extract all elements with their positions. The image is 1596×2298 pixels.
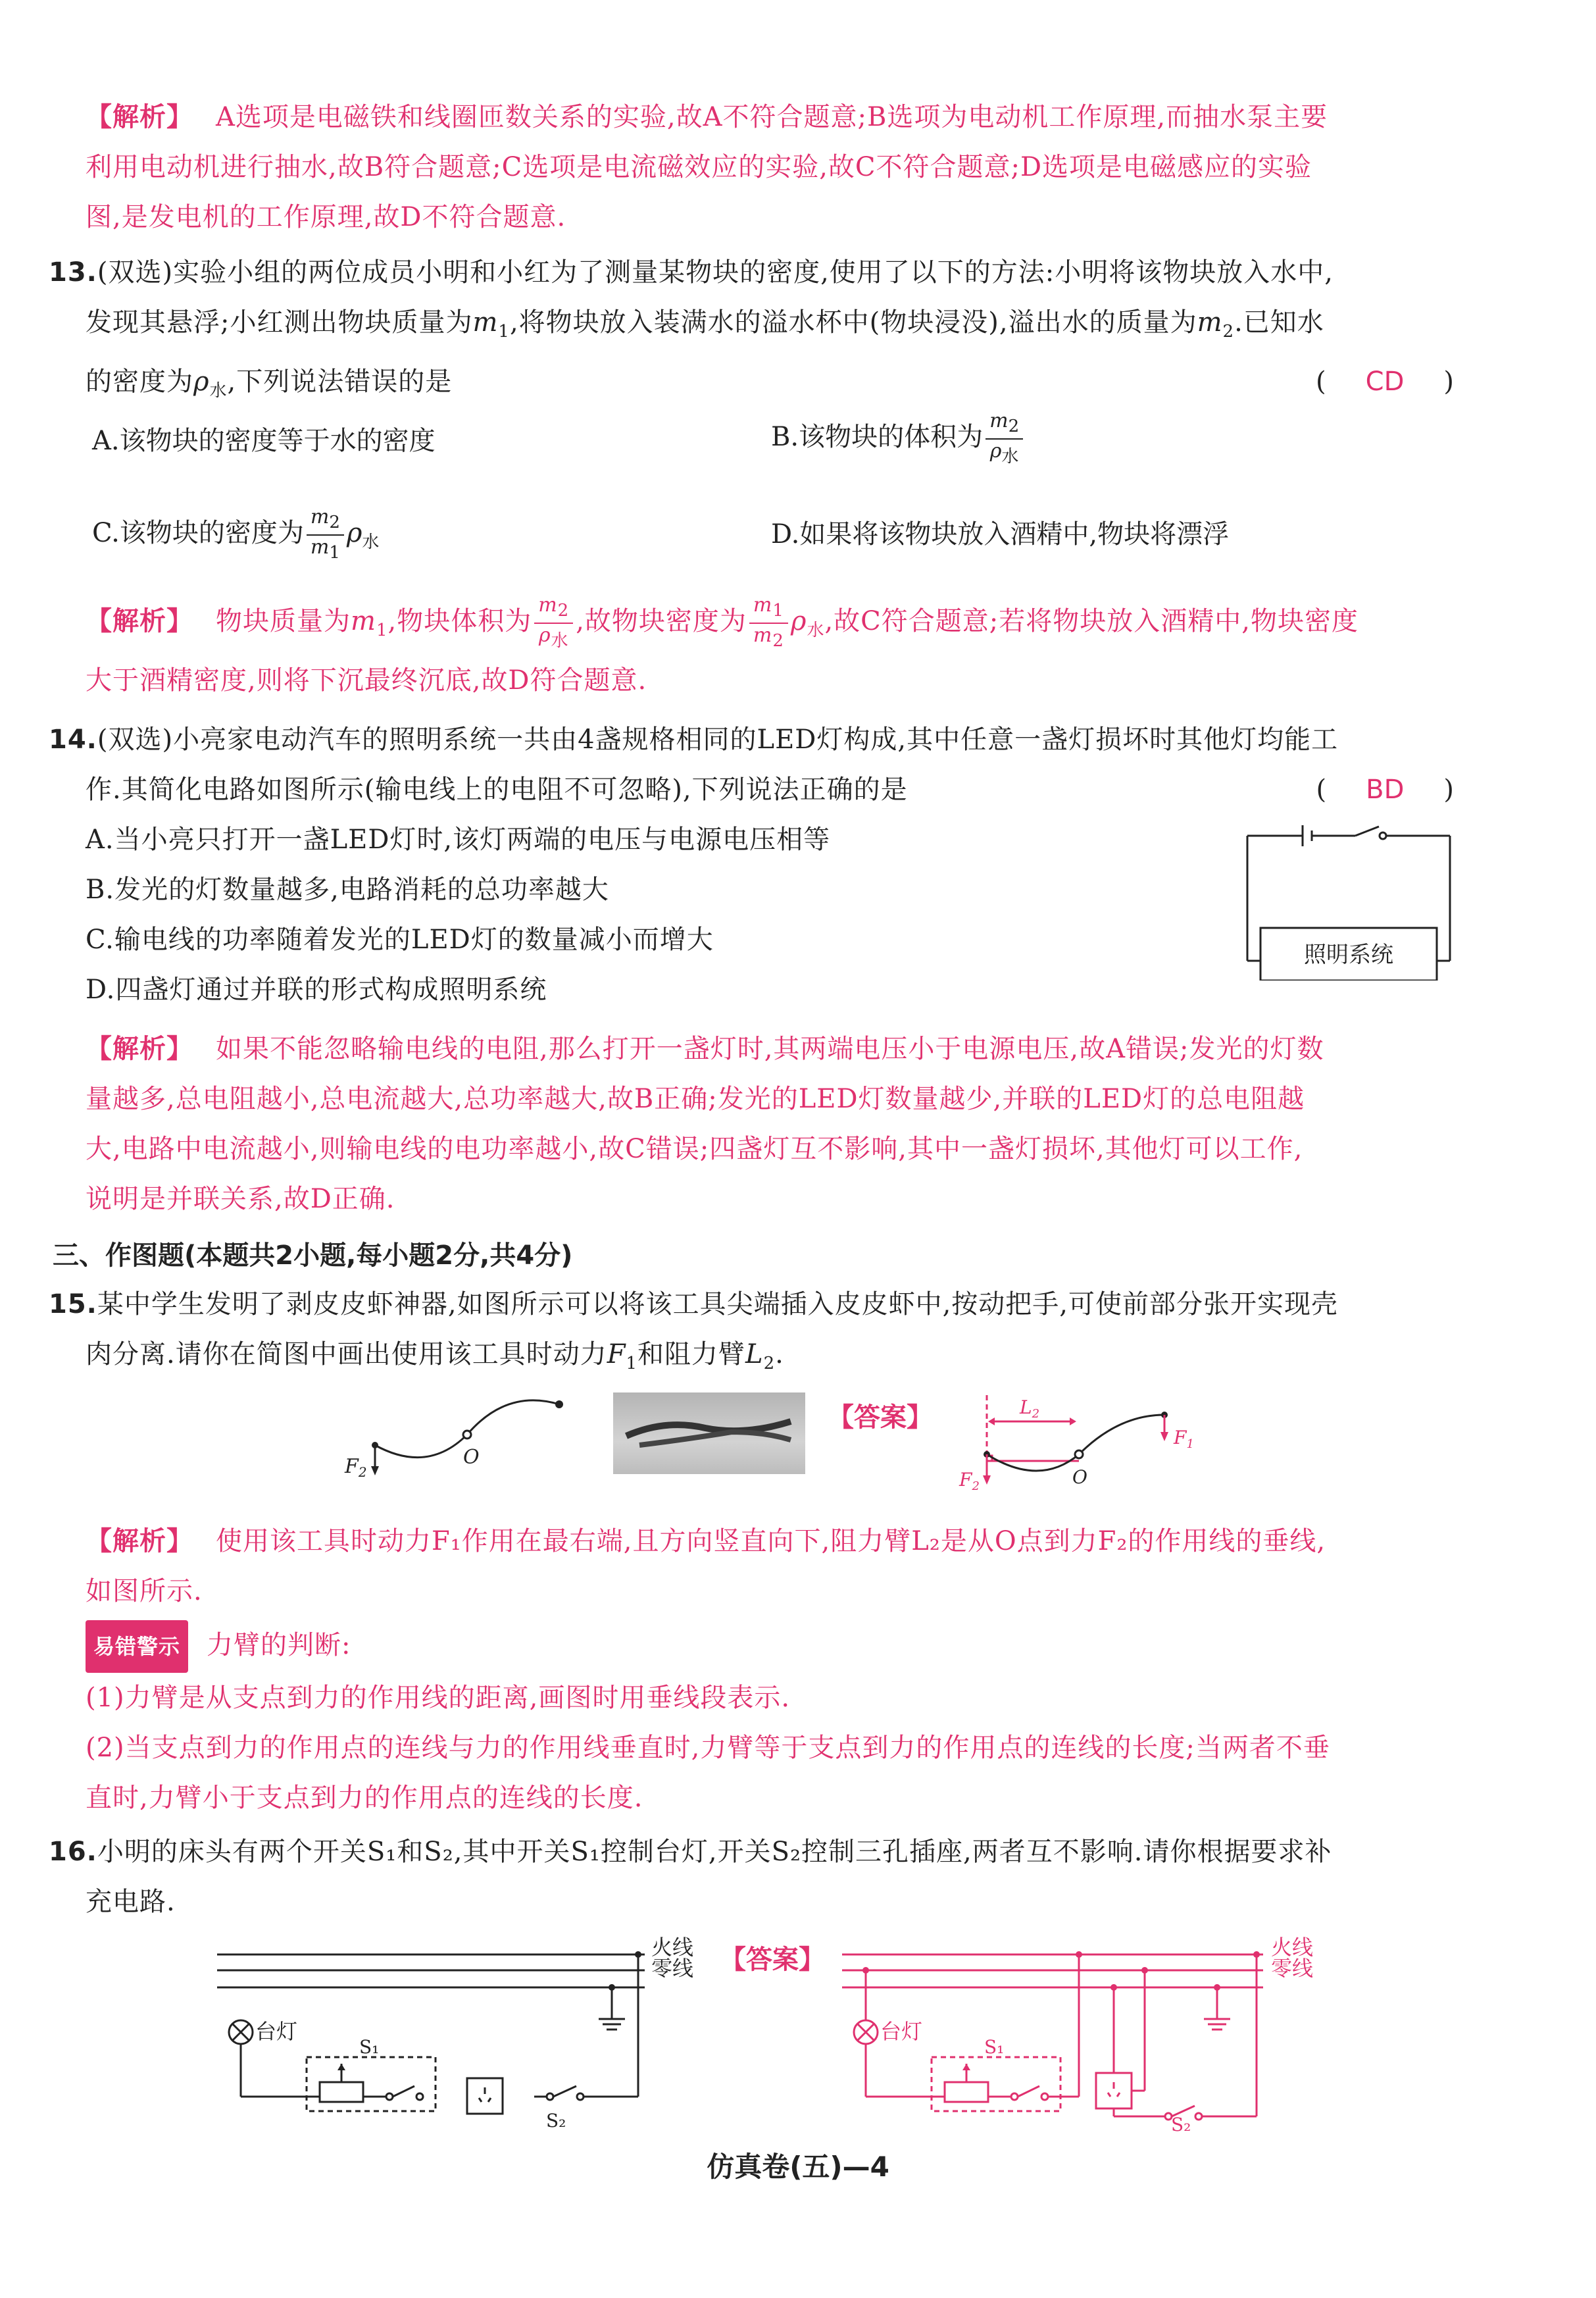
question-number: 14. [49,725,97,755]
answer-tag: 【答案】 [720,1945,825,1975]
svg-text:台灯: 台灯 [255,2019,298,2044]
option-c: C.该物块的密度为 $\frac{m2}{m1}$ $\rho_水$ [92,505,379,565]
q14-circuit-diagram [1237,823,1460,981]
question-number: 15. [49,1289,97,1319]
svg-text:火线: 火线 [1271,1935,1314,1960]
question-text: 肉分离.请你在简图中画出使用该工具时动力$F_1$和阻力臂$L_2$. [86,1339,784,1373]
svg-text:F1: $F_1$ [1174,1427,1194,1451]
svg-text:O: O [1072,1466,1087,1488]
question-text: (双选)实验小组的两位成员小明和小红为了测量某物块的密度,使用了以下的方法:小明将该物块放入水中, [97,257,1334,288]
question-text: 的密度为$\rho_水$,下列说法错误的是 [86,367,453,401]
svg-text:S₁: S₁ [359,2036,380,2058]
question-number: 16. [49,1837,97,1867]
answer-box: ( BD ) [1316,775,1454,805]
warning-text: (2)当支点到力的作用点的连线与力的作用线垂直时,力臂等于支点到力的作用点的连线的长度;当两者不垂 [86,1733,1330,1763]
svg-text:F2: $F_2$ [959,1469,980,1493]
question-15: 15.某中学生发明了剥皮皮虾神器,如图所示可以将该工具尖端插入皮皮虾中,按动把手,可使前部分张开实现壳 肉分离.请你在简图中画出使用该工具时动力$F_1$和阻力臂$L_2$. [86,1279,1454,1389]
analysis-tag: 【解析】 [86,1526,193,1556]
analysis-tag: 【解析】 [86,1034,193,1064]
answer-value: CD [1365,367,1405,397]
warning-text: 直时,力臂小于支点到力的作用点的连线的长度. [86,1783,643,1813]
question-text: 作.其简化电路如图所示(输电线上的电阻不可忽略),下列说法正确的是 [86,775,908,805]
question-13 [49,247,1454,416]
svg-text:S₂: S₂ [546,2110,566,2132]
analysis-text: 量越多,总电阻越小,总电流越大,总功率越大,故B正确;发光的LED灯数量越少,并联的LED灯的总电阻越 [86,1084,1305,1114]
question-14: 14.(双选)小亮家电动汽车的照明系统一共由4盏规格相同的LED灯构成,其中任意一盏灯损坏时其他灯均能工 作.其简化电路如图所示(输电线上的电阻不可忽略),下列说法正确的是 ( BD ) A.当小亮只打开一盏LED灯时,该灯两端的电压与电源电压相等 B.发光的灯数量越多,电路消耗的总功率越大 C.输电线的功率随着发光的LED灯的数量减小而增大 D.四盏灯通过并联的形式构成照明系统 [86,715,1454,1015]
circuit-label: 照明系统 [1304,942,1393,968]
q16-circuit-answer [835,1935,1335,2132]
page-footer: 仿真卷(五)—4 [707,2151,889,2183]
svg-text:台灯: 台灯 [880,2019,923,2044]
q15-analysis: 【解析】 使用该工具时动力F₁作用在最右端,且方向竖直向下,阻力臂L₂是从O点到力F₂的作用线的垂线, 如图所示. 易错警示 力臂的判断: (1)力臂是从支点到力的作用线的距离,画图时用垂线段表示. (2)当支点到力的作用点的连线与力的作用线垂直时,力臂等于支点到力的作用点的连线的长度;当两者不垂 直时,力臂小于支点到力的作用点的连线的长度. [86,1516,1454,1823]
q15-tool-sketch [336,1389,586,1481]
answer-value: BD [1366,775,1405,805]
analysis-text: 如图所示. [86,1576,203,1606]
fraction: $\frac{m2}{m1}$ [307,505,344,565]
svg-text:零线: 零线 [651,1956,694,1981]
analysis-text: 大于酒精密度,则将下沉最终沉底,故D符合题意. [86,665,647,696]
analysis-tag: 【解析】 [86,102,193,132]
analysis-text: 图,是发电机的工作原理,故D不符合题意. [86,202,566,232]
svg-text:S₂: S₂ [1171,2114,1191,2132]
analysis-text: 利用电动机进行抽水,故B符合题意;C选项是电流磁效应的实验,故C不符合题意;D选项是电磁感应的实验 [86,152,1312,182]
svg-text:火线: 火线 [651,1935,694,1960]
analysis-text: 大,电路中电流越小,则输电线的电功率越小,故C错误;四盏灯互不影响,其中一盏灯损坏,其他灯可以工作, [86,1134,1303,1164]
option-d: D.四盏灯通过并联的形式构成照明系统 [86,975,547,1005]
svg-text:L2: $L_2$ [1020,1396,1040,1421]
svg-text:零线: 零线 [1271,1956,1314,1981]
question-number: 13. [49,257,97,288]
fraction: $\frac{m2}{\text{ρ水}}$ [985,409,1023,469]
question-text: 发现其悬浮;小红测出物块质量为$m_1$,将物块放入装满水的溢水杯中(物块浸没),溢出水的质量为$m_2$.已知水 [86,307,1324,342]
q12-analysis [86,92,1454,242]
svg-text:S₁: S₁ [984,2036,1005,2058]
svg-text:F2: $F_2$ [345,1455,367,1480]
option-a: A.当小亮只打开一盏LED灯时,该灯两端的电压与电源电压相等 [86,825,831,855]
analysis-text: A选项是电磁铁和线圈匝数关系的实验,故A不符合题意;B选项为电动机工作原理,而抽水泵主要 [216,102,1328,132]
question-text: 充电路. [86,1887,176,1917]
option-d: D.如果将该物块放入酒精中,物块将漂浮 [771,519,1230,549]
option-b: B.该物块的体积为 $\frac{m2}{\text{ρ水}}$ [771,409,1026,469]
answer-box: ( CD ) [1316,367,1454,397]
svg-text:O: O [463,1446,480,1469]
q13-analysis: 【解析】 物块质量为$m_1$,物块体积为 $\frac{m2}{\text{ρ水}}$ ,故物块密度为 $\frac{m1}{m2}$ $\rho_水$,故C符合题意;若将物块放入酒精中,物块密度 大于酒精密度,则将下沉最终沉底,故D符合题意. [86,594,1454,705]
q16-circuit-question [211,1935,724,2132]
shrimp-tool-photo [613,1392,805,1474]
option-c: C.输电线的功率随着发光的LED灯的数量减小而增大 [86,925,714,955]
answer-tag: 【答案】 [828,1402,933,1433]
section-heading: 三、作图题(本题共2小题,每小题2分,共4分) [53,1240,573,1271]
analysis-text: 说明是并联关系,故D正确. [86,1184,395,1214]
analysis-tag: 【解析】 [86,606,193,636]
option-a: A.该物块的密度等于水的密度 [92,426,436,456]
option-b: B.发光的灯数量越多,电路消耗的总功率越大 [86,875,609,905]
warning-text: (1)力臂是从支点到力的作用线的距离,画图时用垂线段表示. [86,1683,791,1713]
q15-answer-sketch [947,1389,1224,1494]
q14-analysis: 【解析】 如果不能忽略输电线的电阻,那么打开一盏灯时,其两端电压小于电源电压,故A错误;发光的灯数 量越多,总电阻越小,总电流越大,总功率越大,故B正确;发光的LED灯数量越少,并联的LED灯的总电阻越 大,电路中电流越小,则输电线的电功率越小,故C错误;四盏灯互不影响,其中一盏灯损坏,其他灯可以工作, 说明是并联关系,故D正确. [86,1024,1454,1224]
question-16: 16.小明的床头有两个开关S₁和S₂,其中开关S₁控制台灯,开关S₂控制三孔插座,两者互不影响.请你根据要求补 充电路. [86,1827,1454,1927]
warning-badge: 易错警示 [86,1620,188,1673]
